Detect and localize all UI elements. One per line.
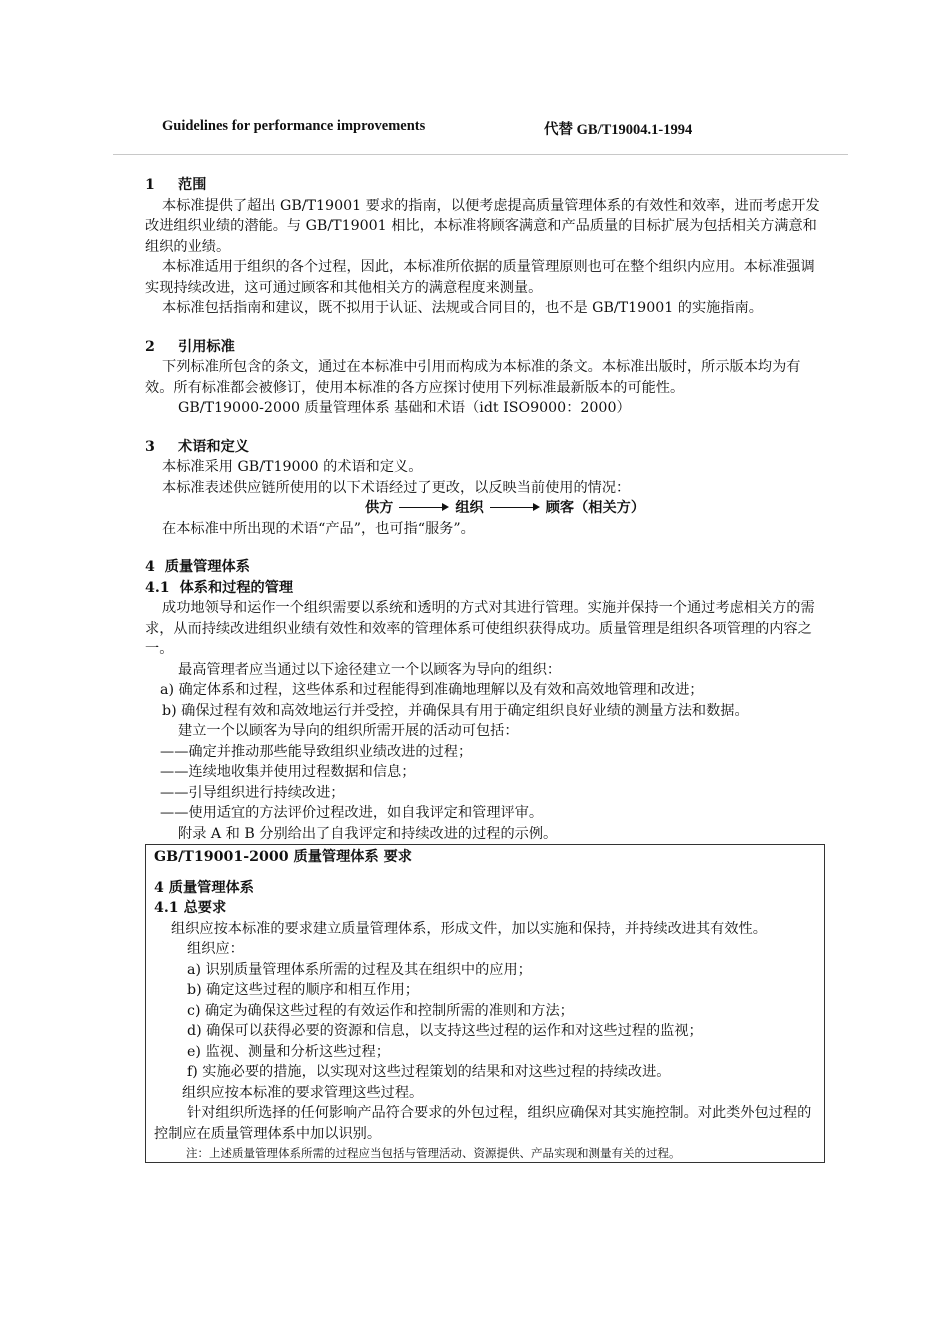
box-list-item: e) 监视、测量和分析这些过程； [187,1043,390,1060]
gb19001-excerpt-box [145,844,825,1163]
box-list-item: a) 识别质量管理体系所需的过程及其在组织中的应用； [187,961,532,978]
box-list-item: c) 确定为确保这些过程的有效运作和控制所需的准则和方法； [187,1002,574,1019]
section-4-item-a: a) 确定体系和过程，这些体系和过程能得到准确地理解以及有效和高效地管理和改进； [160,682,704,698]
dash-item: ——使用适宜的方法评价过程改进，如自我评定和管理评审。 [160,805,544,821]
section-1-para-3: 本标准包括指南和建议，既不拟用于认证、法规或合同目的，也不是 GB/T19001 的实施指南。 [162,300,763,316]
section-4-para-3: 建立一个以顾客为导向的组织所需开展的活动可包括： [178,723,519,739]
dash-item: ——确定并推动那些能导致组织业绩改进的过程； [160,743,473,760]
chain-customer: 顾客（相关方） [545,500,646,516]
section-4-para-4: 附录 A 和 B 分别给出了自我评定和持续改进的过程的示例。 [178,825,558,842]
box-note: 注：上述质量管理体系所需的过程应当包括与管理活动、资源提供、产品实现和测量有关的过程。 [186,1146,681,1160]
section-3-para-2: 本标准表述供应链所使用的以下术语经过了更改，以反映当前使用的情况： [162,479,631,496]
box-para-2: 组织应： [187,941,244,957]
section-2-heading: 2 引用标准 [145,338,235,355]
section-1-para-2: 本标准适用于组织的各个过程，因此，本标准所依据的质量管理原则也可在整个组织内应用。本标准强调实现持续改进，这可通过顾客和其他相关方的满意程度来测量。 [145,259,815,296]
box-title: GB/T19001-2000 质量管理体系 要求 [154,849,412,865]
dash-item: ——引导组织进行持续改进； [160,784,345,801]
section-4-1-heading: 4.1 体系和过程的管理 [145,579,294,596]
box-para-1: 组织应按本标准的要求建立质量管理体系，形成文件，加以实施和保持，并持续改进其有效性。 [171,920,767,937]
box-heading-4-1: 4.1 总要求 [154,900,227,916]
box-para-3: 组织应按本标准的要求管理这些过程。 [182,1084,424,1101]
box-list-item: d) 确保可以获得必要的资源和信息，以支持这些过程的运作和对这些过程的监视； [187,1023,703,1039]
section-1-para-1: 本标准提供了超出 GB/T19001 要求的指南，以便考虑提高质量管理体系的有效性和效率，进而考虑开发改进组织业绩的潜能。与 GB/T19001 相比，本标准将顾客满意和产品质量的目标扩展为包括相关方满意和组织的业绩。 [145,197,820,255]
section-4-para-2: 最高管理者应当通过以下途径建立一个以顾客为导向的组织： [178,661,562,678]
chain-supplier: 供方 [364,500,394,516]
section-2-reference: GB/T19000-2000 质量管理体系 基础和术语（idt ISO9000：2000） [178,400,631,416]
section-3-heading: 3 术语和定义 [145,438,249,455]
document-body [145,175,825,1163]
supply-chain-diagram [145,498,825,519]
header-title: Guidelines for performance improvements [162,118,426,134]
box-para-4: 针对组织所选择的任何影响产品符合要求的外包过程，组织应确保对其实施控制。对此类外包过程的控制应在质量管理体系中加以识别。 [154,1105,812,1142]
section-1-heading: 1 范围 [145,177,207,193]
chain-organization: 组织 [455,500,484,516]
section-4-item-b: b) 确保过程有效和高效地运行并受控，并确保具有用于确定组织良好业绩的测量方法和数据。 [162,702,749,719]
arrow-right-icon [399,503,449,513]
section-3-para-1: 本标准采用 GB/T19000 的术语和定义。 [162,459,423,475]
dash-item: ——连续地收集并使用过程数据和信息； [160,764,416,780]
box-list-item: f) 实施必要的措施，以实现对这些过程策划的结果和对这些过程的持续改进。 [187,1064,671,1080]
header-replaces: 代替 GB/T19004.1-1994 [544,122,693,138]
header-divider [113,154,848,155]
section-2-para-1: 下列标准所包含的条文，通过在本标准中引用而构成为本标准的条文。本标准出版时，所示版本均为有效。所有标准都会被修订，使用本标准的各方应探讨使用下列标准最新版本的可能性。 [145,359,801,396]
section-4-para-1: 成功地领导和运作一个组织需要以系统和透明的方式对其进行管理。实施并保持一个通过考虑相关方的需求，从而持续改进组织业绩有效性和效率的管理体系可使组织获得成功。质量管理是组织各项管理的内容之一。 [145,600,815,657]
section-3-para-3: 在本标准中所出现的术语“产品”，也可指“服务”。 [162,520,475,537]
box-heading-4: 4 质量管理体系 [154,879,254,896]
arrow-right-icon [490,503,540,513]
box-list-item: b) 确定这些过程的顺序和相互作用； [187,982,419,998]
section-4-heading: 4 质量管理体系 [145,559,250,575]
